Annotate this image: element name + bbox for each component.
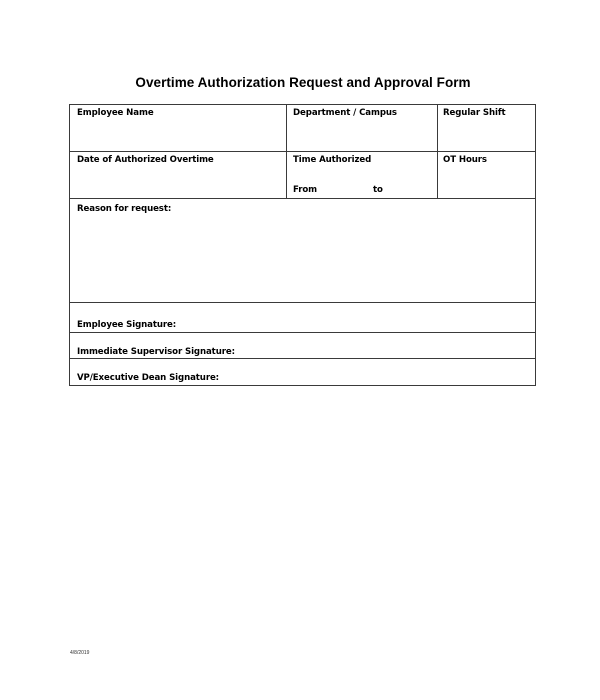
supervisor-signature-field[interactable]: [230, 344, 529, 360]
ot-hours-cell[interactable]: [438, 152, 535, 198]
reason-label: Reason for request:: [77, 204, 172, 214]
form-title: Overtime Authorization Request and Approval Form: [135, 75, 471, 90]
date-of-overtime-field[interactable]: [76, 170, 284, 196]
reason-cell[interactable]: [70, 199, 535, 302]
regular-shift-label: Regular Shift: [443, 108, 506, 118]
date-of-overtime-cell[interactable]: [70, 152, 286, 198]
footer-date: 4/8/2019: [70, 650, 90, 656]
time-authorized-cell: [287, 152, 437, 198]
time-authorized-label: Time Authorized: [293, 155, 372, 165]
regular-shift-field[interactable]: [442, 123, 534, 149]
employee-signature-field[interactable]: [180, 317, 529, 333]
department-campus-field[interactable]: [292, 123, 436, 149]
from-label: From: [293, 185, 318, 195]
department-campus-label: Department / Campus: [293, 108, 397, 118]
employee-name-label: Employee Name: [77, 108, 154, 118]
date-of-overtime-label: Date of Authorized Overtime: [77, 155, 214, 165]
employee-signature-cell[interactable]: [70, 303, 535, 332]
vp-dean-signature-field[interactable]: [220, 370, 529, 386]
reason-textarea[interactable]: [76, 219, 532, 301]
regular-shift-cell[interactable]: [438, 105, 535, 151]
employee-name-field[interactable]: [76, 123, 284, 149]
employee-signature-label: Employee Signature:: [77, 320, 177, 330]
ot-hours-label: OT Hours: [443, 155, 487, 165]
from-time-field[interactable]: [317, 182, 371, 198]
ot-hours-field[interactable]: [442, 170, 534, 196]
employee-name-cell[interactable]: [70, 105, 286, 151]
vp-dean-signature-label: VP/Executive Dean Signature:: [77, 373, 220, 383]
to-time-field[interactable]: [385, 182, 435, 198]
supervisor-signature-cell[interactable]: [70, 333, 535, 358]
supervisor-signature-label: Immediate Supervisor Signature:: [77, 347, 235, 357]
to-label: to: [373, 185, 383, 195]
overtime-form-table: [69, 104, 536, 386]
department-campus-cell[interactable]: [287, 105, 437, 151]
vp-dean-signature-cell[interactable]: [70, 359, 535, 384]
